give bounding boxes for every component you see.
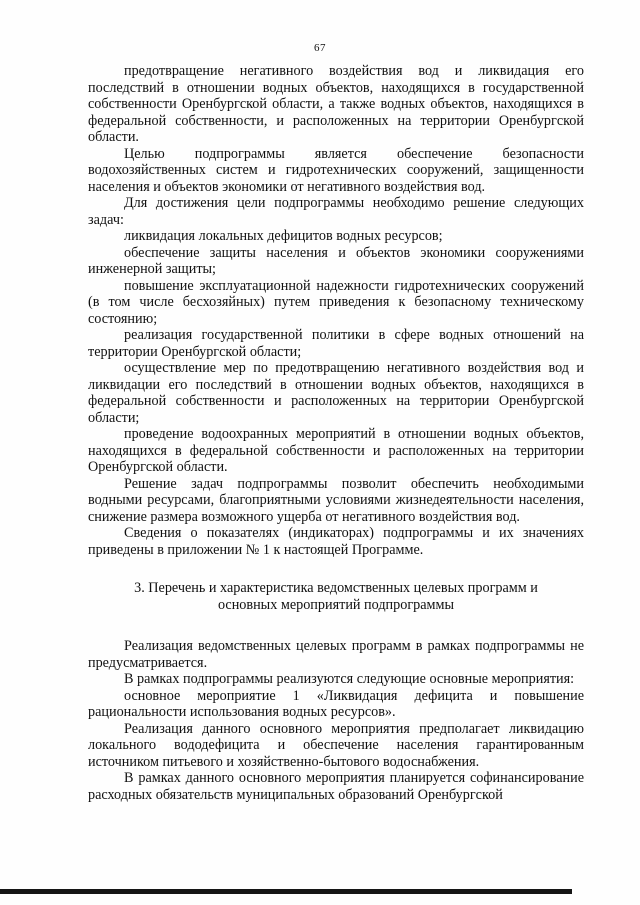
paragraph-outcome: Решение задач подпрограммы позволит обеспечить необходимыми водными ресурсами, благоприятными условиями жизнедеятельности населения, снижение размера возможного ущерба от негативного воздействия вод. xyxy=(88,475,584,525)
list-item-task-5: осуществление мер по предотвращению негативного воздействия вод и ликвидации его последствий в отношении водных объектов, находящихся в федеральной собственности и расположенных на территории Оренбургской области; xyxy=(88,360,584,426)
paragraph-cofinancing: В рамках данного основного мероприятия планируется софинансирование расходных обязательств муниципальных образований Оренбургской xyxy=(88,770,584,803)
paragraph-goal-continuation: предотвращение негативного воздействия вод и ликвидация его последствий в отношении водных объектов, находящихся в государственной собственности Оренбургской области, а также водных объектов, находящихся в федеральной собственности, и расположенных на территории Оренбургской области. xyxy=(88,63,584,145)
list-item-task-4: реализация государственной политики в сфере водных отношений на территории Оренбургской области; xyxy=(88,327,584,360)
section-heading: 3. Перечень и характеристика ведомственных целевых программ и основных мероприятий подпрограммы xyxy=(134,580,538,613)
list-item-main-measure-1: основное мероприятие 1 «Ликвидация дефицита и повышение рациональности использования водных ресурсов». xyxy=(88,687,584,720)
list-item-task-6: проведение водоохранных мероприятий в отношении водных объектов, находящихся в федеральной собственности и расположенных на территории Оренбургской области. xyxy=(88,426,584,475)
paragraph-main-measures-intro: В рамках подпрограммы реализуются следующие основные мероприятия: xyxy=(124,671,575,687)
paragraph-indicators: Сведения о показателях (индикаторах) подпрограммы и их значениях приведены в приложении № 1 к настоящей Программе. xyxy=(88,525,584,558)
paragraph-departmental-programs: Реализация ведомственных целевых программ в рамках подпрограммы не предусматривается. xyxy=(88,638,584,671)
document-body xyxy=(88,63,584,803)
paragraph-purpose: Целью подпрограммы является обеспечение безопасности водохозяйственных систем и гидротехнических сооружений, защищенности населения и объектов экономики от негативного воздействия вод. xyxy=(88,145,584,195)
list-item-task-3: повышение эксплуатационной надежности гидротехнических сооружений (в том числе бесхозяйных) путем приведения к безопасному техническому состоянию; xyxy=(88,277,584,327)
page-number: 67 xyxy=(314,42,326,54)
bottom-rule xyxy=(0,889,572,894)
list-item-task-2: обеспечение защиты населения и объектов экономики сооружениями инженерной защиты; xyxy=(88,244,584,277)
paragraph-tasks-intro: Для достижения цели подпрограммы необходимо решение следующих задач: xyxy=(88,195,584,228)
paragraph-measure-implementation: Реализация данного основного мероприятия предполагает ликвидацию локального вододефицита и обеспечение населения гарантированным источником питьевого и хозяйственно-бытового водоснабжения. xyxy=(88,720,584,770)
list-item-task-1: ликвидация локальных дефицитов водных ресурсов; xyxy=(124,228,443,244)
